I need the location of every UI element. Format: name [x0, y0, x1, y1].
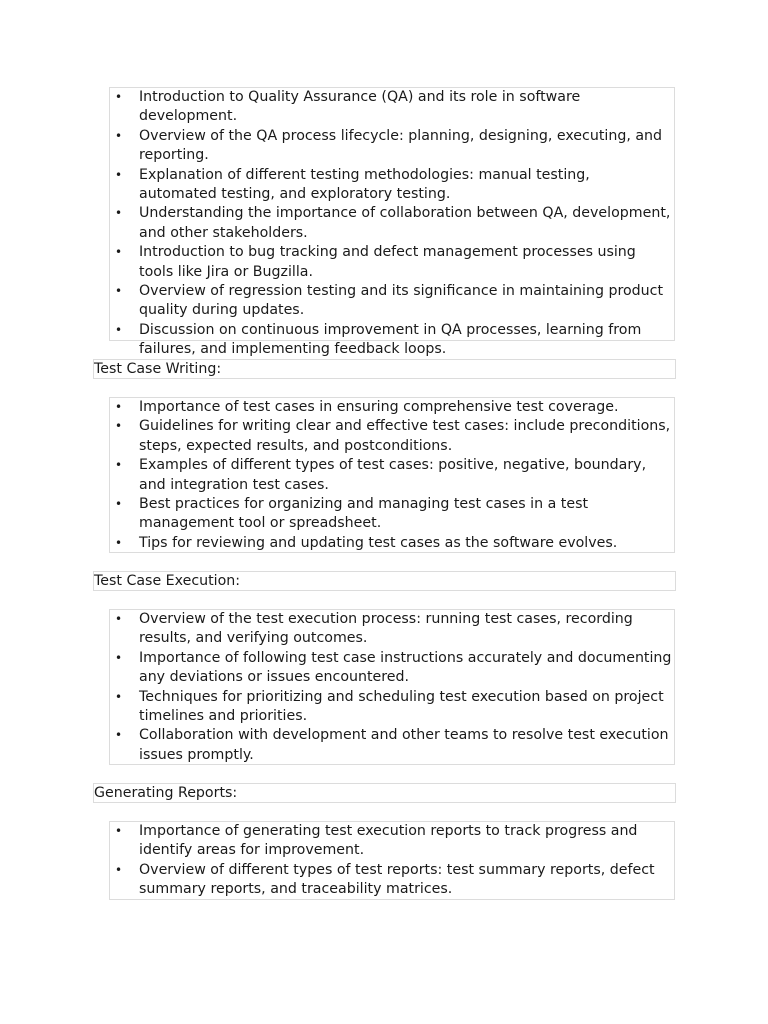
list-item: • Discussion on continuous improvement in QA processes, learning from failures, and implementing feedback loops.	[110, 321, 674, 360]
list-item: • Overview of the QA process lifecycle: planning, designing, executing, and reporting.	[110, 127, 674, 166]
test-case-execution-list	[109, 609, 675, 765]
list-item: • Tips for reviewing and updating test cases as the software evolves.	[110, 534, 674, 553]
list-item: • Examples of different types of test cases: positive, negative, boundary, and integration test cases.	[110, 456, 674, 495]
list-item: • Explanation of different testing methodologies: manual testing, automated testing, and exploratory testing.	[110, 166, 674, 205]
intro-topics-list	[109, 87, 675, 358]
list-item: • Collaboration with development and other teams to resolve test execution issues promptly.	[110, 726, 674, 765]
list-item: • Guidelines for writing clear and effective test cases: include preconditions, steps, expected results, and postconditions.	[110, 417, 674, 456]
list-item: • Introduction to Quality Assurance (QA) and its role in software development.	[110, 88, 674, 127]
test-case-writing-heading: Test Case Writing:	[93, 359, 676, 379]
list-item: • Understanding the importance of collaboration between QA, development, and other stakeholders.	[110, 204, 674, 243]
generating-reports-list	[109, 821, 675, 900]
list-item: • Importance of following test case instructions accurately and documenting any deviations or issues encountered.	[110, 649, 674, 688]
list-item: • Overview of the test execution process: running test cases, recording results, and verifying outcomes.	[110, 610, 674, 649]
list-item: • Best practices for organizing and managing test cases in a test management tool or spreadsheet.	[110, 495, 674, 534]
test-case-execution-heading: Test Case Execution:	[93, 571, 676, 591]
test-case-writing-list	[109, 397, 675, 553]
list-item: • Overview of regression testing and its significance in maintaining product quality during updates.	[110, 282, 674, 321]
generating-reports-heading: Generating Reports:	[93, 783, 676, 803]
list-item: • Overview of different types of test reports: test summary reports, defect summary reports, and traceability matrices.	[110, 861, 674, 900]
list-item: • Importance of generating test execution reports to track progress and identify areas for improvement.	[110, 822, 674, 861]
list-item: • Introduction to bug tracking and defect management processes using tools like Jira or Bugzilla.	[110, 243, 674, 282]
list-item: • Importance of test cases in ensuring comprehensive test coverage.	[110, 398, 674, 417]
list-item: • Techniques for prioritizing and scheduling test execution based on project timelines and priorities.	[110, 688, 674, 727]
